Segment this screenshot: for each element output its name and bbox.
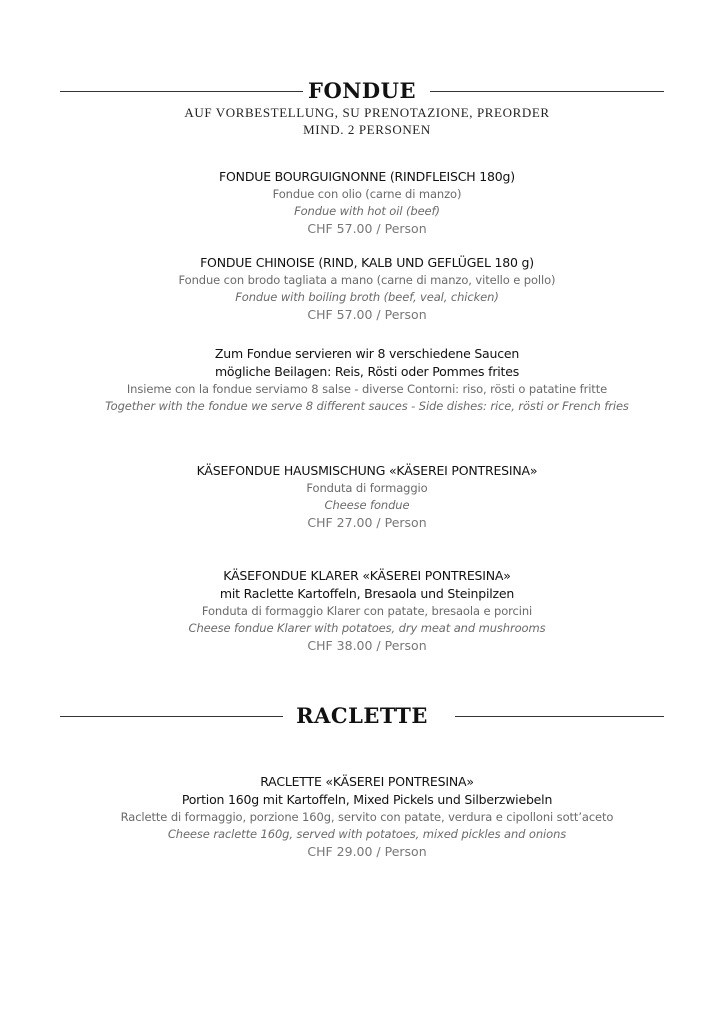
raclette-rule-right [455,716,664,717]
menu-item-fondue-chinoise [0,254,724,324]
item-name-line-2: mit Raclette Kartoffeln, Bresaola und Steinpilzen [219,586,515,601]
fondue-rule-right [430,91,664,92]
menu-item-raclette [0,773,724,861]
item-english: Cheese raclette 160g, served with potatoes, mixed pickles and onions [167,827,567,841]
item-italian: Fondue con brodo tagliata a mano (carne di manzo, vitello e pollo) [178,273,556,287]
menu-item-kaesefondue-klarer [0,567,724,655]
item-name: FONDUE CHINOISE (RIND, KALB UND GEFLÜGEL 180 g) [200,255,534,270]
item-name: KÄSEFONDUE HAUSMISCHUNG «KÄSEREI PONTRESINA» [196,463,538,478]
item-italian: Fondue con olio (carne di manzo) [272,187,462,201]
sauces-line-2: mögliche Beilagen: Reis, Rösti oder Pommes frites [214,364,520,379]
item-italian: Raclette di formaggio, porzione 160g, servito con patate, verdura e cipolloni sott’aceto [120,810,614,824]
sauces-italian: Insieme con la fondue serviamo 8 salse - diverse Contorni: riso, rösti o patatine fritte [126,382,608,396]
fondue-sauces-note [0,345,724,415]
fondue-subtitle-min-persons: MIND. 2 PERSONEN [303,122,431,137]
raclette-header [0,701,724,733]
item-name: KÄSEFONDUE KLARER «KÄSEREI PONTRESINA» [223,568,511,583]
item-price: CHF 38.00 / Person [307,638,427,653]
item-name-line-2: Portion 160g mit Kartoffeln, Mixed Pickels und Silberzwiebeln [181,792,553,807]
item-name: FONDUE BOURGUIGNONNE (RINDFLEISCH 180g) [219,169,515,184]
item-price: CHF 57.00 / Person [307,307,427,322]
menu-item-fondue-bourguignonne [0,168,724,238]
fondue-header [0,76,724,108]
item-price: CHF 29.00 / Person [307,844,427,859]
item-price: CHF 27.00 / Person [307,515,427,530]
item-english: Cheese fondue [324,498,410,512]
item-english: Fondue with hot oil (beef) [294,204,440,218]
fondue-subtitle-preorder: AUF VORBESTELLUNG, SU PRENOTAZIONE, PREORDER [184,105,550,120]
item-name: RACLETTE «KÄSEREI PONTRESINA» [260,774,474,789]
raclette-title: RACLETTE [296,703,428,728]
menu-item-kaesefondue-hausmischung [0,462,724,532]
item-english: Cheese fondue Klarer with potatoes, dry meat and mushrooms [188,621,546,635]
item-english: Fondue with boiling broth (beef, veal, chicken) [235,290,499,304]
sauces-english: Together with the fondue we serve 8 different sauces - Side dishes: rice, rösti or French fries [105,399,629,413]
item-italian: Fonduta di formaggio Klarer con patate, bresaola e porcini [201,604,533,618]
sauces-line-1: Zum Fondue servieren wir 8 verschiedene Saucen [214,346,520,361]
fondue-title: FONDUE [308,78,416,103]
item-italian: Fonduta di formaggio [306,481,428,495]
item-price: CHF 57.00 / Person [307,221,427,236]
